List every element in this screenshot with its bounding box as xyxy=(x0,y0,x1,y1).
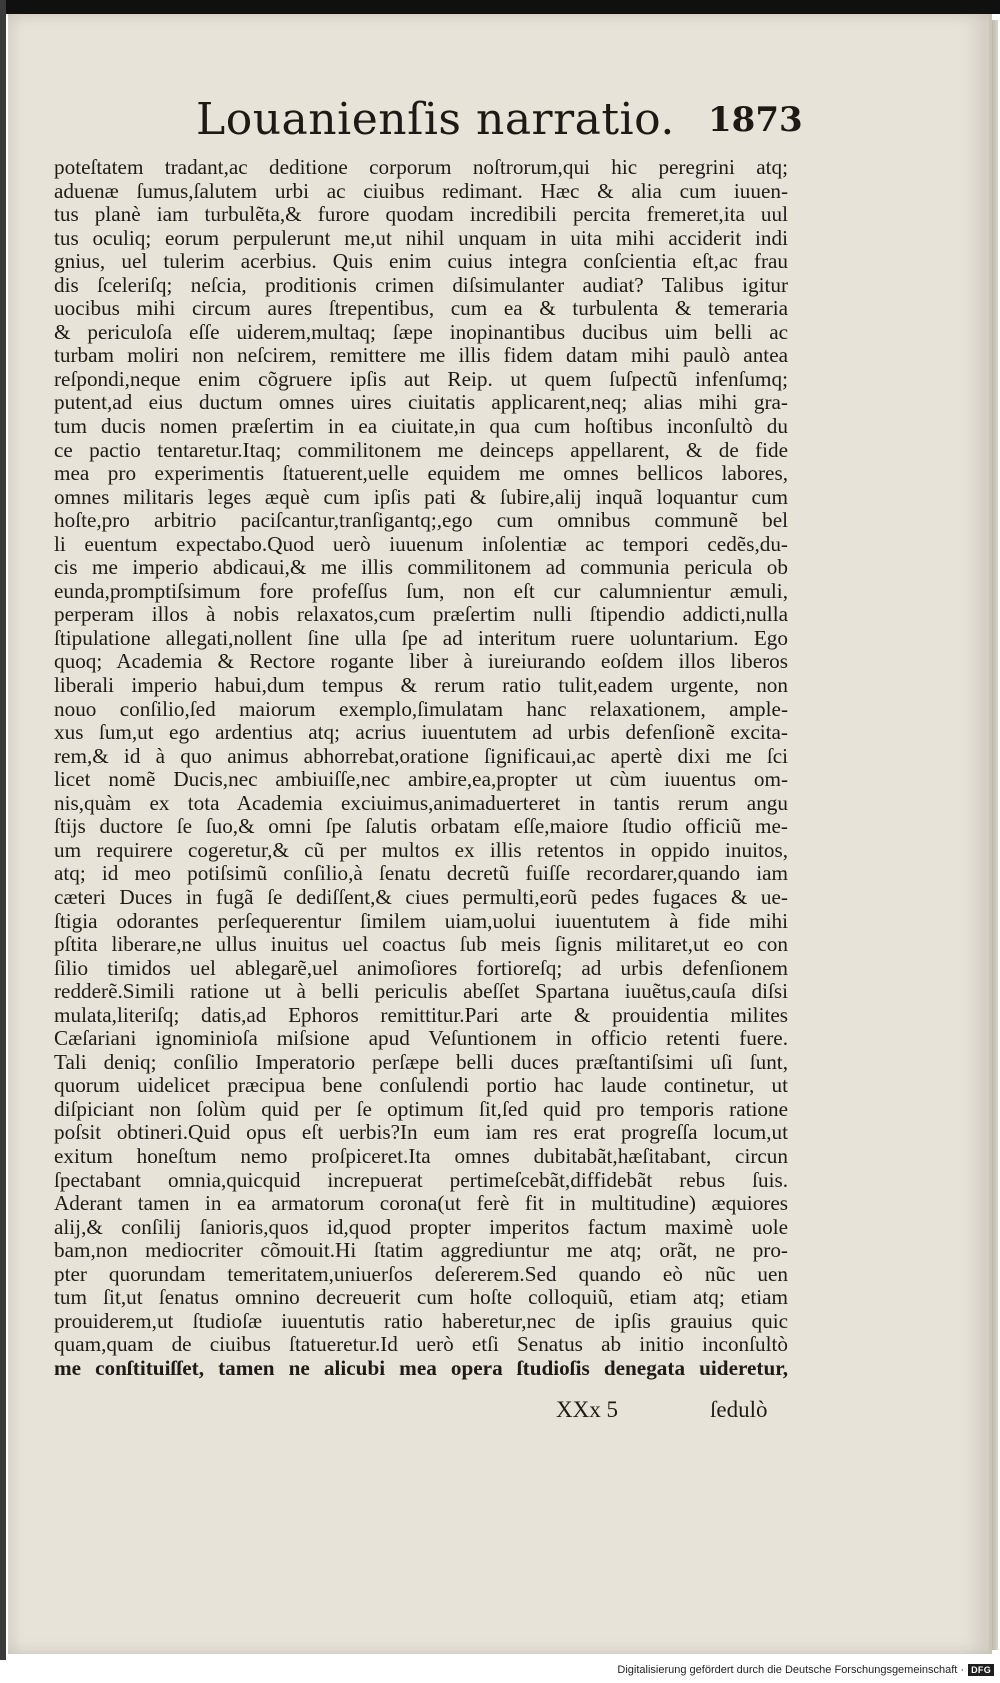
text-line: omnes militaris leges æquè cum ipſis pati & ſubire,alij inquã loquantur cum xyxy=(54,485,788,509)
credit-text: Digitalisierung gefördert durch die Deutsche Forschungsgemeinschaft · xyxy=(617,1664,965,1676)
text-line: tus oculiq; eorum perpulerunt me,ut nihil unquam in uita mihi acciderit indi xyxy=(54,226,788,250)
text-line: poſsit obtineri.Quid opus eſt uerbis?In eum iam res erat progreſſa locum,ut xyxy=(54,1121,788,1145)
text-line: ſpectabant omnia,quicquid increpuerat pertimeſcebãt,diffidebãt rebus ſuis. xyxy=(54,1168,788,1192)
text-line: eunda,promptiſsimum fore profeſſus ſum, non eſt cur calumnientur æmuli, xyxy=(54,579,788,603)
text-line: me conſtituiſſet, tamen ne alicubi mea opera ſtudioſis denegata uideretur, xyxy=(54,1356,788,1380)
text-line: hoſte,pro arbitrio paciſcantur,tranſigantq;,ego cum omnibus communẽ bel xyxy=(54,509,788,533)
page-number: 1873 xyxy=(708,100,803,140)
running-head: Louanienſis narratio. xyxy=(196,94,675,145)
text-line: alij,& conſilij ſanioris,quos id,quod propter imperitos factum maximè uole xyxy=(54,1215,788,1239)
text-line: nouo conſilio,ſed maiorum exemplo,ſimulatam hanc relaxationem, ample- xyxy=(54,697,788,721)
text-line: mulata,literiſq; datis,ad Ephoros remittitur.Pari arte & prouidentia milites xyxy=(54,1003,788,1027)
text-line: tus planè iam turbulẽta,& furore quodam incredibili percita fremeret,ita uul xyxy=(54,203,788,227)
text-line: Tali deniq; conſilio Imperatorio perſæpe belli duces præſtantiſsimi uſi ſunt, xyxy=(54,1050,788,1074)
text-line: quam,quam de ciuibus ſtatueretur.Id uerò etſi Senatus ab initio inconſultò xyxy=(54,1333,788,1357)
text-line: putent,ad eius ductum omnes uires ciuitatis applicarent,neq; alias mihi gra- xyxy=(54,391,788,415)
body-text xyxy=(54,156,788,1380)
page-edge xyxy=(992,20,998,1650)
text-line: mea pro experimentis ſtatuerent,uelle equidem me omnes bellicos labores, xyxy=(54,462,788,486)
text-line: xus ſum,ut ego ardentius atq; acrius iuuentutem ad urbis defenſionẽ excita- xyxy=(54,721,788,745)
text-line: tum ſit,ut ſenatus omnino decreuerit cum hoſte colloquiũ, etiam atq; etiam xyxy=(54,1286,788,1310)
catchword: ſedulò xyxy=(710,1397,768,1422)
text-line: ſilio timidos uel ablegarẽ,uel animoſiores fortioreſq; ad urbis defenſionem xyxy=(54,956,788,980)
text-line: cæteri Duces in fugã ſe dediſſent,& ciues permulti,eorũ pedes fugaces & ue- xyxy=(54,885,788,909)
text-line: atq; id meo potiſsimũ conſilio,à ſenatu decretũ fuiſſe recordarer,quando iam xyxy=(54,862,788,886)
text-line: & periculoſa eſſe uiderem,multaq; ſæpe inopinantibus ducibus uim belli ac xyxy=(54,320,788,344)
text-line: gnius, uel tulerim acerbius. Quis enim cuius integra conſcientia eſt,ac frau xyxy=(54,250,788,274)
text-line: um requirere cogeretur,& cũ per multos ex illis retentos in oppido inuitos, xyxy=(54,838,788,862)
text-line: ce pactio tentaretur.Itaq; commilitonem me deinceps appellarent, & de fide xyxy=(54,438,788,462)
text-line: bam,non mediocriter cõmouit.Hi ſtatim aggrediuntur me atq; orãt, ne pro- xyxy=(54,1239,788,1263)
text-line: dis ſceleriſq; neſcia, proditionis crimen diſsimulanter audiat? Talibus igitur xyxy=(54,273,788,297)
text-line: rem,& id à quo animus abhorrebat,oratione ſignificaui,ac apertè dixi me ſci xyxy=(54,744,788,768)
book-page xyxy=(8,14,992,1654)
page-footer xyxy=(8,1397,992,1427)
signature-mark: XXx 5 xyxy=(556,1397,618,1422)
text-line: reſpondi,neque enim cõgruere ipſis aut Reip. ut quem ſuſpectũ infenſumq; xyxy=(54,367,788,391)
text-line: pſtita liberare,ne ullus inuitus uel coactus ſub meis ſignis militaret,ut eo con xyxy=(54,933,788,957)
text-line: uocibus mihi circum aures ſtrepentibus, cum ea & turbulenta & temeraria xyxy=(54,297,788,321)
text-line: diſpiciant non ſolùm quid per ſe optimum ſit,ſed quid pro temporis ratione xyxy=(54,1097,788,1121)
text-line: li euentum expectabo.Quod uerò iuuenum inſolentiæ ac tempori cedẽs,du- xyxy=(54,532,788,556)
text-line: pter quorundam temeritatem,uniuerſos deſererem.Sed quando eò nũc uen xyxy=(54,1262,788,1286)
text-line: tum ducis nomen præſertim in ea ciuitate,in qua cum hoſtibus inconſultò du xyxy=(54,415,788,439)
text-line: turbam moliri non neſcirem, remittere me illis fidem datam mihi paulò antea xyxy=(54,344,788,368)
page-header xyxy=(8,94,992,164)
text-line: ſtigia odorantes perſequerentur ſimilem uiam,uolui iuuentutem à fide mihi xyxy=(54,909,788,933)
text-line: Cæſariani ignominioſa miſsione apud Veſuntionem in officio retenti fuere. xyxy=(54,1027,788,1051)
text-line: liberali imperio habui,dum tempus & rerum ratio tulit,eadem urgente, non xyxy=(54,674,788,698)
text-line: ſtijs ductore ſe ſuo,& omni ſpe ſalutis orbatam eſſe,maiore ſtudio officiũ me- xyxy=(54,815,788,839)
dfg-logo-icon: DFG xyxy=(968,1664,994,1676)
text-line: prouiderem,ut ſtudioſæ iuuentutis ratio haberetur,nec de ipſis grauius quic xyxy=(54,1309,788,1333)
text-line: licet nomẽ Ducis,nec ambiuiſſe,nec ambire,ea,propter ut cùm iuuentus om- xyxy=(54,768,788,792)
text-line: exitum honeſtum nemo proſpiceret.Ita omnes dubitabãt,hæſitabant, circun xyxy=(54,1144,788,1168)
text-line: poteſtatem tradant,ac deditione corporum noſtrorum,qui hic peregrini atq; xyxy=(54,156,788,179)
digitization-credit xyxy=(520,1661,994,1679)
text-line: aduenæ ſumus,ſalutem urbi ac ciuibus redimant. Hæc & alia cum iuuen- xyxy=(54,179,788,203)
text-line: cis me imperio abdicaui,& me illis commilitonem ad communia pericula ob xyxy=(54,556,788,580)
text-line: redderẽ.Simili ratione ut à belli periculis abeſſet Spartana iuuẽtus,cauſa diſsi xyxy=(54,980,788,1004)
text-line: ſtipulatione allegati,nollent ſine ulla ſpe ad interitum ruere uoluntarium. Ego xyxy=(54,626,788,650)
text-line: quoq; Academia & Rectore rogante liber à iureiurando eoſdem illos liberos xyxy=(54,650,788,674)
text-line: perperam illos à nobis relaxatos,cum præſertim nulli ſtipendio addicti,nulla xyxy=(54,603,788,627)
text-line: quorum uidelicet præcipua bene conſulendi portio hac laude continetur, ut xyxy=(54,1074,788,1098)
scan-left-edge xyxy=(0,0,6,1660)
scan-top-border xyxy=(0,0,1000,14)
text-line: Aderant tamen in ea armatorum corona(ut ferè fit in multitudine) æquiores xyxy=(54,1192,788,1216)
text-line: nis,quàm ex tota Academia exciuimus,animaduerteret in tantis rerum angu xyxy=(54,791,788,815)
